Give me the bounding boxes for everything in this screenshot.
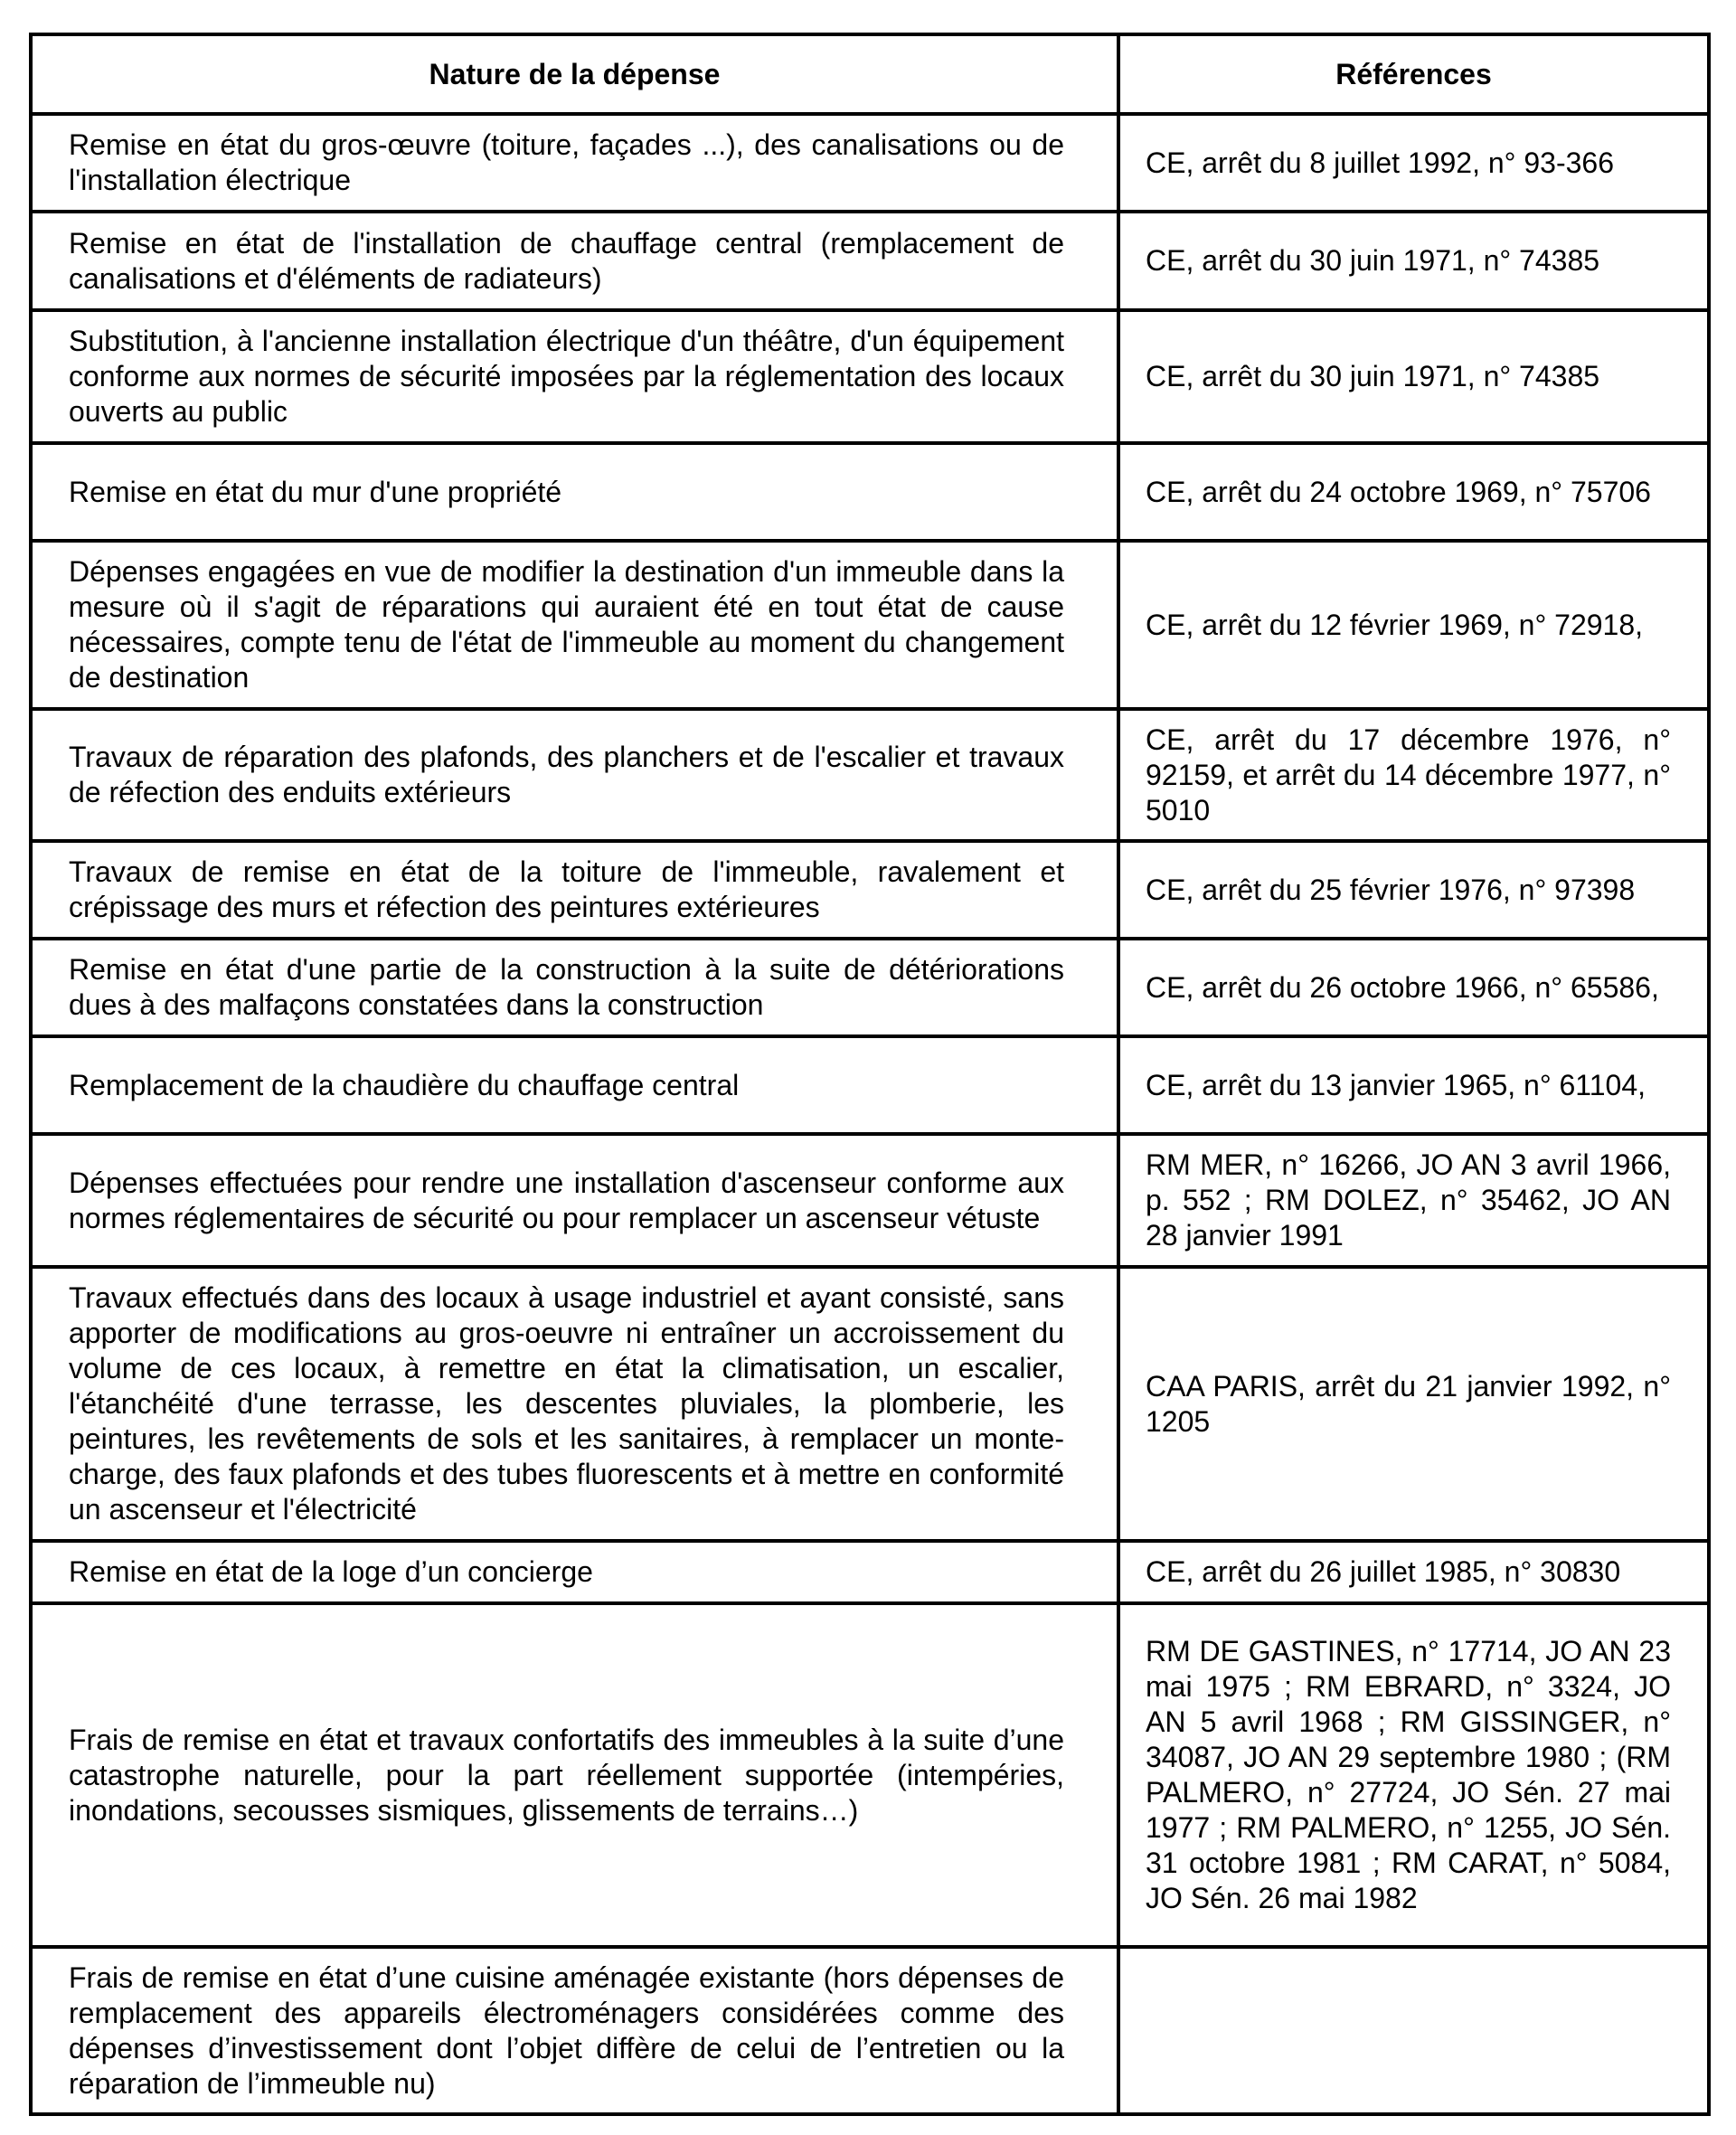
- table-row: [31, 1036, 1709, 1134]
- expense-nature-cell: Remise en état de la loge d’un concierge: [31, 1541, 1118, 1603]
- column-header-nature: Nature de la dépense: [31, 34, 1118, 114]
- table-row: [31, 939, 1709, 1036]
- table-row: [31, 1947, 1709, 2114]
- expense-reference-cell: CE, arrêt du 13 janvier 1965, n° 61104,: [1118, 1036, 1709, 1134]
- expense-reference-cell: CAA PARIS, arrêt du 21 janvier 1992, n° 1205: [1118, 1267, 1709, 1541]
- expense-nature-cell: Travaux de remise en état de la toiture de l'immeuble, ravalement et crépissage des murs et réfection des peintures extérieures: [31, 841, 1118, 939]
- table-row: [31, 841, 1709, 939]
- expenses-table: [29, 33, 1711, 2116]
- table-row: [31, 1603, 1709, 1947]
- expense-nature-cell: Dépenses engagées en vue de modifier la destination d'un immeuble dans la mesure où il s'agit de réparations qui auraient été en tout état de cause nécessaires, compte tenu de l'état de l'immeuble au moment du changement de destination: [31, 541, 1118, 709]
- expense-nature-cell: Remise en état de l'installation de chauffage central (remplacement de canalisations et d'éléments de radiateurs): [31, 212, 1118, 310]
- expense-nature-cell: Remise en état du gros-œuvre (toiture, façades ...), des canalisations ou de l'installation électrique: [31, 114, 1118, 212]
- expense-reference-cell: RM DE GASTINES, n° 17714, JO AN 23 mai 1975 ; RM EBRARD, n° 3324, JO AN 5 avril 1968 ; RM GISSINGER, n° 34087, JO AN 29 septembre 1980 ; (RM PALMERO, n° 27724, JO Sén. 27 mai 1977 ; RM PALMERO, n° 1255, JO Sén. 31 octobre 1981 ; RM CARAT, n° 5084, JO Sén. 26 mai 1982: [1118, 1603, 1709, 1947]
- expense-nature-cell: Frais de remise en état d’une cuisine aménagée existante (hors dépenses de remplacement des appareils électroménagers considérées comme des dépenses d’investissement dont l’objet diffère de celui de l’entretien ou la réparation de l’immeuble nu): [31, 1947, 1118, 2114]
- expense-nature-cell: Remplacement de la chaudière du chauffage central: [31, 1036, 1118, 1134]
- expense-reference-cell: CE, arrêt du 17 décembre 1976, n° 92159, et arrêt du 14 décembre 1977, n° 5010: [1118, 709, 1709, 841]
- table-row: [31, 310, 1709, 443]
- expense-reference-cell: CE, arrêt du 8 juillet 1992, n° 93-366: [1118, 114, 1709, 212]
- expense-reference-cell: [1118, 1947, 1709, 2114]
- expense-reference-cell: RM MER, n° 16266, JO AN 3 avril 1966, p. 552 ; RM DOLEZ, n° 35462, JO AN 28 janvier 1991: [1118, 1134, 1709, 1267]
- expense-reference-cell: CE, arrêt du 26 octobre 1966, n° 65586,: [1118, 939, 1709, 1036]
- table-header-row: [31, 34, 1709, 114]
- expense-nature-cell: Frais de remise en état et travaux confortatifs des immeubles à la suite d’une catastrophe naturelle, pour la part réellement supportée (intempéries, inondations, secousses sismiques, glissements de terrains…): [31, 1603, 1118, 1947]
- table-row: [31, 1134, 1709, 1267]
- table-row: [31, 709, 1709, 841]
- expense-reference-cell: CE, arrêt du 30 juin 1971, n° 74385: [1118, 212, 1709, 310]
- table-row: [31, 541, 1709, 709]
- expense-reference-cell: CE, arrêt du 30 juin 1971, n° 74385: [1118, 310, 1709, 443]
- expense-reference-cell: CE, arrêt du 26 juillet 1985, n° 30830: [1118, 1541, 1709, 1603]
- expense-nature-cell: Remise en état d'une partie de la construction à la suite de détériorations dues à des malfaçons constatées dans la construction: [31, 939, 1118, 1036]
- expense-nature-cell: Remise en état du mur d'une propriété: [31, 443, 1118, 541]
- expense-reference-cell: CE, arrêt du 12 février 1969, n° 72918,: [1118, 541, 1709, 709]
- table-row: [31, 1267, 1709, 1541]
- table-row: [31, 1541, 1709, 1603]
- expense-nature-cell: Substitution, à l'ancienne installation électrique d'un théâtre, d'un équipement conforme aux normes de sécurité imposées par la réglementation des locaux ouverts au public: [31, 310, 1118, 443]
- table-row: [31, 114, 1709, 212]
- table-row: [31, 443, 1709, 541]
- column-header-references: Références: [1118, 34, 1709, 114]
- expense-reference-cell: CE, arrêt du 24 octobre 1969, n° 75706: [1118, 443, 1709, 541]
- table-row: [31, 212, 1709, 310]
- expense-nature-cell: Travaux de réparation des plafonds, des planchers et de l'escalier et travaux de réfection des enduits extérieurs: [31, 709, 1118, 841]
- expense-reference-cell: CE, arrêt du 25 février 1976, n° 97398: [1118, 841, 1709, 939]
- expense-nature-cell: Dépenses effectuées pour rendre une installation d'ascenseur conforme aux normes réglementaires de sécurité ou pour remplacer un ascenseur vétuste: [31, 1134, 1118, 1267]
- expense-nature-cell: Travaux effectués dans des locaux à usage industriel et ayant consisté, sans apporter de modifications au gros-oeuvre ni entraîner un accroissement du volume de ces locaux, à remettre en état la climatisation, un escalier, l'étanchéité d'une terrasse, les descentes pluviales, la plomberie, les peintures, les revêtements de sols et les sanitaires, à remplacer un monte-charge, des faux plafonds et des tubes fluorescents et à mettre en conformité un ascenseur et l'électricité: [31, 1267, 1118, 1541]
